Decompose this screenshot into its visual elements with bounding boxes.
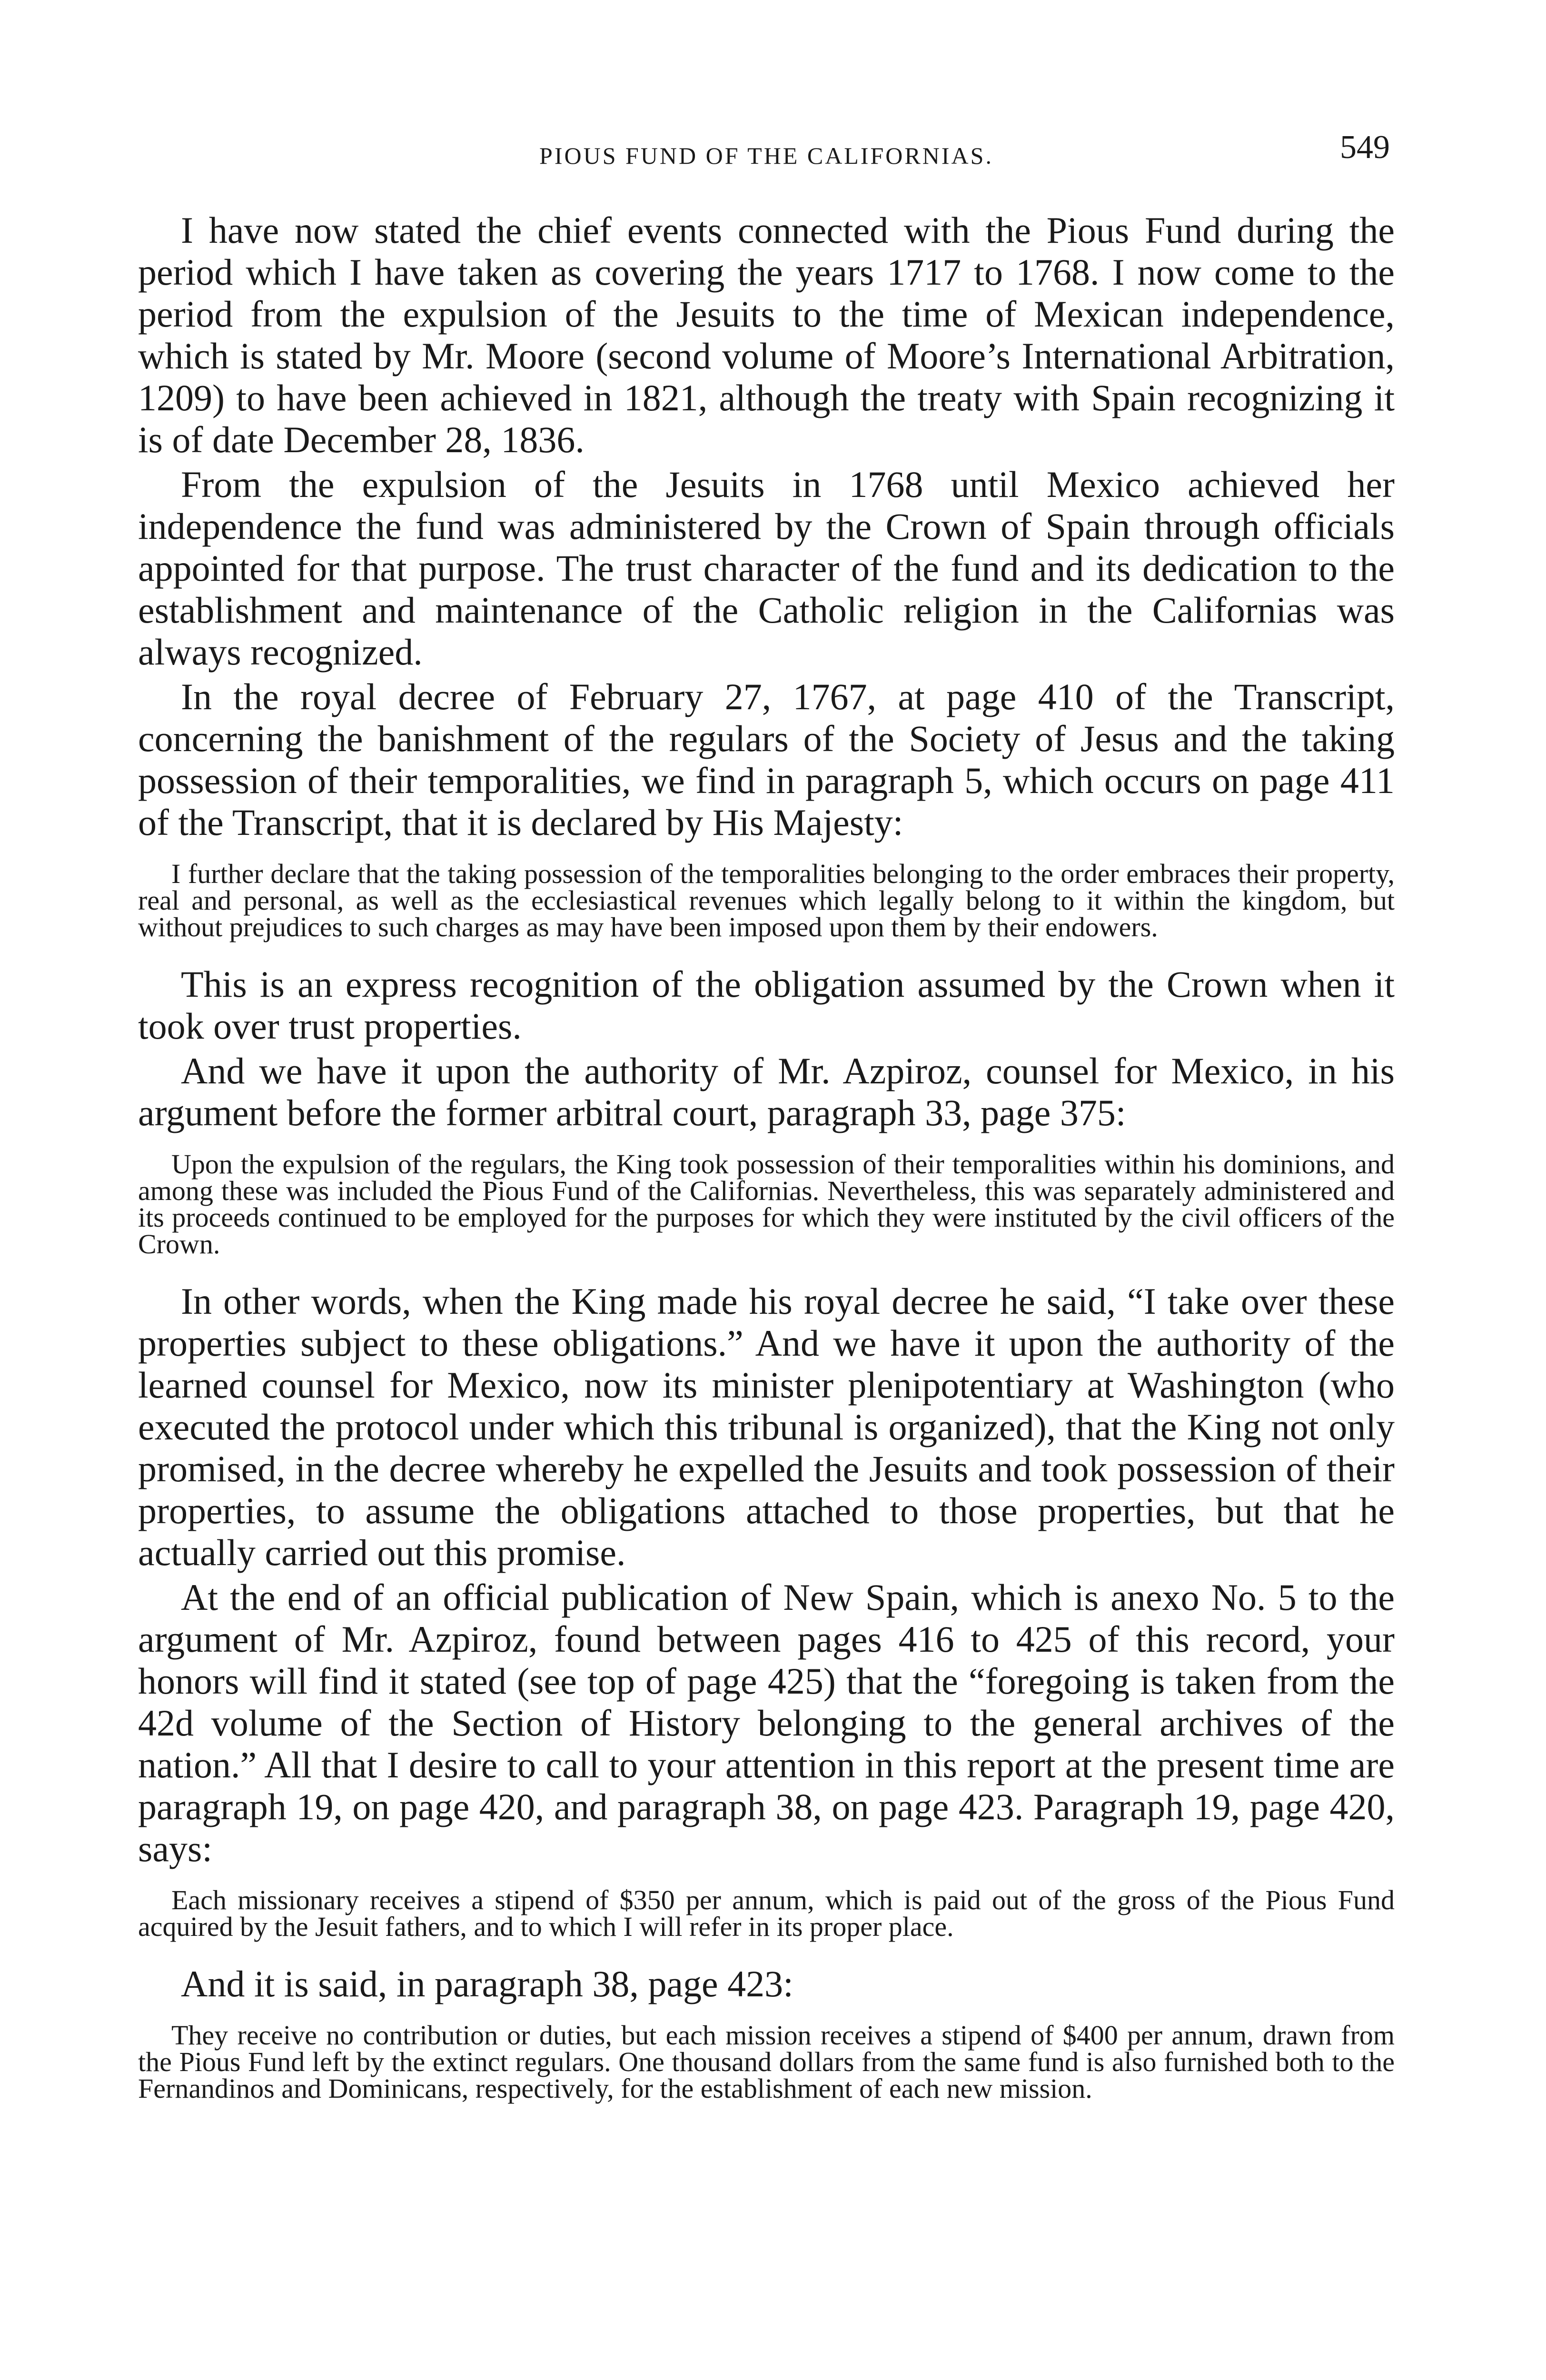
- document-body: [138, 209, 1395, 2102]
- running-head: [138, 129, 1395, 171]
- block-quote: I further declare that the taking possession of the temporalities belonging to the order embraces their property, real and personal, as well as the ecclesiastical revenues which legally belong to it within the kingdom, but without prejudices to such charges as may have been imposed upon them by their endowers.: [138, 858, 1395, 942]
- running-title: PIOUS FUND OF THE CALIFORNIAS.: [539, 142, 993, 169]
- page-number: 549: [1340, 129, 1390, 166]
- body-paragraph: And it is said, in paragraph 38, page 423:: [181, 1963, 793, 2004]
- body-paragraph: From the expulsion of the Jesuits in 1768 until Mexico achieved her independence the fund was administered by the Crown of Spain through officials appointed for that purpose. The trust character of the fund and its dedication to the establishment and maintenance of the Catholic religion in the Californias was always recognized.: [138, 464, 1395, 673]
- block-quote: Each missionary receives a stipend of $350 per annum, which is paid out of the gross of the Pious Fund acquired by the Jesuit fathers, and to which I will refer in its proper place.: [138, 1884, 1395, 1942]
- document-page: [138, 129, 1395, 2125]
- block-quote: Upon the expulsion of the regulars, the King took possession of their temporalities within his dominions, and among these was included the Pious Fund of the Californias. Nevertheless, this was separately administered and its proceeds continued to be employed for the purposes for which they were instituted by the civil officers of the Crown.: [138, 1149, 1395, 1259]
- body-paragraph: In the royal decree of February 27, 1767, at page 410 of the Transcript, concerning the banishment of the regulars of the Society of Jesus and the taking possession of their temporalities, we find in paragraph 5, which occurs on page 411 of the Transcript, that it is declared by His Majesty:: [138, 676, 1395, 843]
- body-paragraph: At the end of an official publication of New Spain, which is anexo No. 5 to the argument of Mr. Azpiroz, found between pages 416 to 425 of this record, your honors will find it stated (see top of page 425) that the “foregoing is taken from the 42d volume of the Section of History belonging to the general archives of the nation.” All that I desire to call to your attention in this report at the present time are paragraph 19, on page 420, and paragraph 38, on page 423. Paragraph 19, page 420, says:: [138, 1577, 1395, 1869]
- block-quote: They receive no contribution or duties, but each mission receives a stipend of $400 per annum, drawn from the Pious Fund left by the extinct regulars. One thousand dollars from the same fund is also furnished both to the Fernandinos and Dominicans, respectively, for the establishment of each new mission.: [138, 2020, 1395, 2104]
- body-paragraph: This is an express recognition of the obligation assumed by the Crown when it took over trust properties.: [138, 963, 1395, 1047]
- body-paragraph: And we have it upon the authority of Mr. Azpiroz, counsel for Mexico, in his argument before the former arbitral court, paragraph 33, page 375:: [138, 1050, 1395, 1133]
- body-paragraph: I have now stated the chief events connected with the Pious Fund during the period which I have taken as covering the years 1717 to 1768. I now come to the period from the expulsion of the Jesuits to the time of Mexican independence, which is stated by Mr. Moore (second volume of Moore’s International Arbitration, 1209) to have been achieved in 1821, although the treaty with Spain recognizing it is of date December 28, 1836.: [138, 209, 1395, 460]
- body-paragraph: In other words, when the King made his royal decree he said, “I take over these properties subject to these obligations.” And we have it upon the authority of the learned counsel for Mexico, now its minister plenipotentiary at Washington (who executed the protocol under which this tribunal is organized), that the King not only promised, in the decree whereby he expelled the Jesuits and took possession of their properties, to assume the obligations attached to those properties, but that he actually carried out this promise.: [138, 1280, 1395, 1573]
